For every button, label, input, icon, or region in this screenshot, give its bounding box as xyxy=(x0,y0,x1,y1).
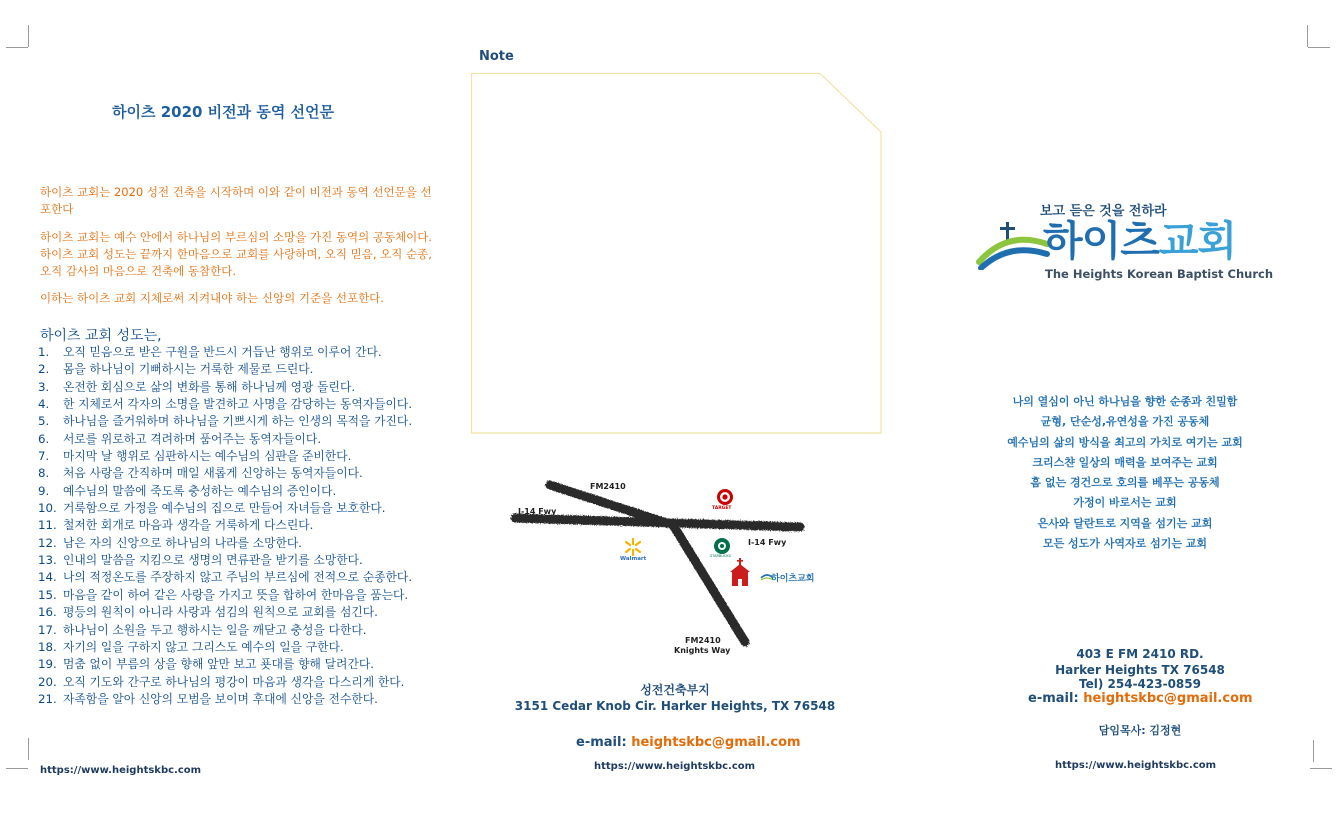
pledge-text: 철저한 회개로 마음과 생각을 거룩하게 다스린다. xyxy=(63,518,314,533)
pledge-number: 7. xyxy=(38,449,50,464)
pledge-number: 13. xyxy=(38,553,57,568)
site-title: 성전건축부지 xyxy=(640,683,710,697)
pledge-item xyxy=(38,379,412,396)
map-label-knights-way: Knights Way xyxy=(674,646,731,655)
crop-mark xyxy=(1308,47,1330,48)
target-icon xyxy=(717,489,733,505)
map-label-target: TARGET xyxy=(712,506,732,511)
church-slogan: 보고 듣은 것을 전하라 xyxy=(1040,204,1167,219)
pledge-number: 12. xyxy=(38,535,57,550)
pledge-text: 하나님이 소원을 두고 행하시는 일을 깨닫고 충성을 다한다. xyxy=(63,622,367,637)
middle-email-link[interactable]: heightskbc@gmail.com xyxy=(631,735,801,750)
note-label: Note xyxy=(479,49,514,64)
pledge-item xyxy=(38,569,412,586)
church-address-line2: Harker Heights TX 76548 xyxy=(1055,663,1225,677)
map-label-fm2410-bottom: FM2410 xyxy=(685,636,721,645)
pledge-number: 19. xyxy=(38,657,57,672)
crop-mark xyxy=(28,738,29,760)
church-address-line1: 403 E FM 2410 RD. xyxy=(1076,647,1204,661)
map-label-walmart: Walmart xyxy=(620,556,647,562)
church-logo-icon xyxy=(975,218,1050,270)
pledge-number: 1. xyxy=(38,345,50,359)
middle-email-label: e-mail: xyxy=(576,735,627,750)
pledge-item xyxy=(38,535,412,552)
walmart-icon xyxy=(626,539,640,555)
pledge-item xyxy=(38,396,412,413)
pledge-number: 17. xyxy=(38,622,57,637)
pledge-text: 멈춤 없이 부름의 상을 향해 앞만 보고 푯대를 향해 달려간다. xyxy=(63,657,374,672)
pledge-number: 6. xyxy=(38,431,50,446)
pledge-number: 11. xyxy=(38,518,57,533)
pledge-item xyxy=(38,361,412,378)
pledge-number: 15. xyxy=(38,587,57,602)
pledge-number: 21. xyxy=(38,691,57,706)
pledge-item xyxy=(38,448,412,465)
members-heading: 하이츠 교회 성도는, xyxy=(40,328,162,344)
crop-mark xyxy=(6,768,28,769)
pledge-number: 8. xyxy=(38,466,50,481)
church-value-item: 모든 성도가 사역자로 섬기는 교회 xyxy=(1042,537,1208,551)
pledge-item xyxy=(38,691,412,708)
pledge-text: 자기의 일을 구하지 않고 그리스도 예수의 일을 구한다. xyxy=(63,639,344,654)
pledge-text: 온전한 회심으로 삶의 변화를 통해 하나님께 영광 돌린다. xyxy=(63,379,356,394)
map-label-i14-left: I-14 Fwy xyxy=(518,507,557,516)
vision-title: 하이츠 2020 비전과 동역 선언문 xyxy=(112,103,335,121)
pledge-text: 오직 기도와 간구로 하나님의 평강이 마음과 생각을 다스리게 한다. xyxy=(63,674,405,689)
crop-mark xyxy=(1310,768,1332,769)
pledge-item xyxy=(38,604,412,621)
pledge-number: 3. xyxy=(38,379,50,394)
pledge-text: 서로를 위로하고 격려하며 품어주는 동역자들이다. xyxy=(63,431,322,446)
pledge-number: 14. xyxy=(38,570,57,585)
church-value-item: 가정이 바로서는 교회 xyxy=(1073,496,1177,510)
crop-mark xyxy=(6,47,28,48)
pledge-number: 5. xyxy=(38,414,50,429)
pledge-text: 마지막 날 행위로 심판하시는 예수님의 심판을 준비한다. xyxy=(63,449,352,464)
pledge-text: 나의 적정온도를 주장하지 않고 주님의 부르심에 전적으로 순종한다. xyxy=(63,570,413,585)
intro-paragraph-3: 이하는 하이츠 교회 지체로써 지켜내야 하는 신앙의 기준을 선포한다. xyxy=(40,291,384,305)
map-label-fm2410-top: FM2410 xyxy=(590,482,626,491)
right-url[interactable]: https://www.heightskbc.com xyxy=(1055,760,1217,771)
pledge-text: 처음 사랑을 간직하며 매일 새롭게 신앙하는 동역자들이다. xyxy=(63,466,363,481)
pledge-text: 몸을 하나님이 기뻐하시는 거룩한 제물로 드린다. xyxy=(63,362,314,377)
pledge-number: 18. xyxy=(38,639,57,654)
pledge-number: 9. xyxy=(38,483,50,498)
right-email-line xyxy=(1028,691,1253,706)
pledge-text: 예수님의 말씀에 죽도록 충성하는 예수님의 증인이다. xyxy=(63,483,337,498)
pledge-text: 오직 믿음으로 받은 구원을 반드시 거듭난 행위로 이루어 간다. xyxy=(63,345,382,359)
church-value-item: 은사와 달란트로 지역을 섬기는 교회 xyxy=(1037,516,1213,530)
pledge-number: 10. xyxy=(38,501,57,516)
pledge-item xyxy=(38,622,412,639)
pledge-item xyxy=(38,344,412,361)
middle-email-line xyxy=(576,735,801,750)
crop-mark xyxy=(1313,740,1314,762)
pledge-text: 인내의 말씀을 지킴으로 생명의 면류관을 받기를 소망한다. xyxy=(63,553,363,568)
left-url[interactable]: https://www.heightskbc.com xyxy=(40,765,202,776)
map-label-starbucks: STARBUCKS xyxy=(710,554,731,558)
church-value-item: 흠 없는 경건으로 호의를 베푸는 공동체 xyxy=(1030,476,1220,490)
pledge-text: 남은 자의 신앙으로 하나님의 나라를 소망한다. xyxy=(63,535,303,550)
pledge-text: 평등의 원칙이 아니라 사랑과 섬김의 원칙으로 교회를 섬긴다. xyxy=(63,605,378,620)
pledge-item xyxy=(38,431,412,448)
crop-mark xyxy=(28,25,29,47)
right-email-link[interactable]: heightskbc@gmail.com xyxy=(1083,691,1253,706)
pledge-number: 2. xyxy=(38,362,50,377)
pledge-item xyxy=(38,587,412,604)
pledge-item xyxy=(38,639,412,656)
pledge-text: 마음을 같이 하여 같은 사랑을 가지고 뜻을 합하여 한마음을 품는다. xyxy=(63,587,409,602)
church-name-ko-part2: 교회 xyxy=(1158,217,1237,265)
pledge-number: 20. xyxy=(38,674,57,689)
crop-mark xyxy=(1307,25,1308,47)
right-email-label: e-mail: xyxy=(1028,691,1079,706)
pledge-item xyxy=(38,413,412,430)
church-name-ko xyxy=(1043,216,1236,266)
intro-paragraph-1: 하이츠 교회는 2020 성전 건축을 시작하며 이와 같이 비전과 동역 선언문을 선포한다 xyxy=(40,185,432,216)
pledge-item xyxy=(38,500,412,517)
pledge-text: 자족함을 알아 신앙의 모범을 보이며 후대에 신앙을 전수한다. xyxy=(63,691,378,706)
church-value-item: 예수님의 삶의 방식을 최고의 가치로 여기는 교회 xyxy=(1007,435,1243,449)
starbucks-icon xyxy=(714,538,730,554)
church-name-ko-part1: 하이츠 xyxy=(1043,217,1159,265)
intro-paragraph-2: 하이츠 교회는 예수 안에서 하나님의 부르심의 소망을 가진 동역의 공동체이다. 하이츠 교회 성도는 끝까지 한마음으로 교회를 사랑하며, 오직 믿음, 오직 순종, 오직 감사의 마음으로 건축에 동참한다. xyxy=(40,230,433,278)
church-value-item: 균형, 단순성,유연성을 가진 공동체 xyxy=(1040,415,1210,429)
pledge-item xyxy=(38,552,412,569)
church-phone: Tel) 254-423-0859 xyxy=(1079,677,1201,691)
site-address: 3151 Cedar Knob Cir. Harker Heights, TX 76548 xyxy=(514,699,836,713)
middle-url[interactable]: https://www.heightskbc.com xyxy=(594,761,756,772)
church-values-list xyxy=(990,392,1260,554)
map-label-i14-right: I-14 Fwy xyxy=(748,538,787,547)
road-i14 xyxy=(515,518,800,527)
pledge-number: 16. xyxy=(38,605,57,620)
church-value-item: 크리스챤 일상의 매력을 보여주는 교회 xyxy=(1032,455,1218,469)
pledge-text: 하나님을 즐거워하며 하나님을 기쁘시게 하는 인생의 목적을 가진다. xyxy=(63,414,413,429)
pledge-number: 4. xyxy=(38,397,50,412)
pledge-item xyxy=(38,465,412,482)
pledge-list xyxy=(38,344,412,708)
pledge-item xyxy=(38,483,412,500)
pledge-item xyxy=(38,656,412,673)
pledge-item xyxy=(38,674,412,691)
pastor-name: 담임목사: 김정현 xyxy=(1098,724,1182,737)
church-value-item: 나의 열심이 아닌 하나님을 향한 순종과 친밀함 xyxy=(1012,395,1238,408)
note-box[interactable] xyxy=(470,72,884,436)
church-icon xyxy=(730,558,750,586)
pledge-text: 한 지체로서 각자의 소명을 발견하고 사명을 감당하는 동역자들이다. xyxy=(63,397,413,412)
map-label-church: 하이츠교회 xyxy=(771,574,815,584)
pledge-text: 거룩함으로 가정을 예수님의 집으로 만들어 자녀들을 보호한다. xyxy=(63,501,386,516)
church-name-en: The Heights Korean Baptist Church xyxy=(1045,267,1274,281)
location-map xyxy=(505,470,835,660)
pledge-item xyxy=(38,517,412,534)
